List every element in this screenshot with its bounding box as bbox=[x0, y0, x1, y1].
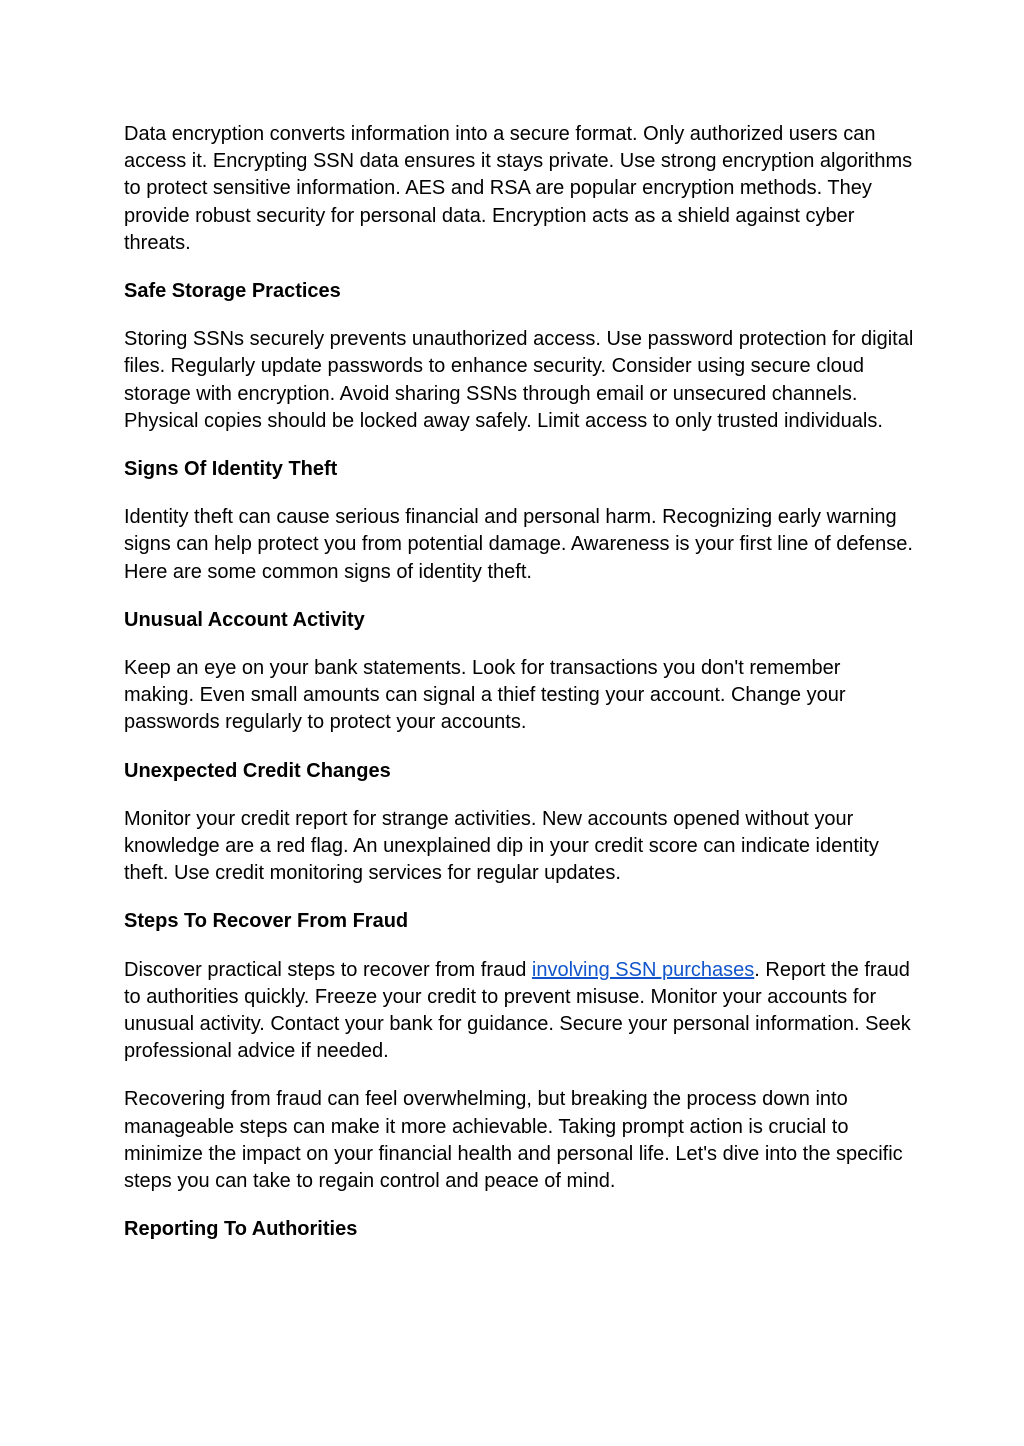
recover-paragraph-2: Recovering from fraud can feel overwhelming, but breaking the process down into manageable steps can make it more achievable. Taking prompt action is crucial to minimize the impact on your financial health and personal life. Let's dive into the specific steps you can take to regain control and peace of mind. bbox=[124, 1088, 903, 1193]
safe-storage-paragraph: Storing SSNs securely prevents unauthorized access. Use password protection for digital files. Regularly update passwords to enhance security. Consider using secure cloud storage with encryption. Avoid sharing SSNs through email or unsecured channels. Physical copies should be locked away safely. Limit access to only trusted individuals. bbox=[124, 328, 914, 432]
reporting-heading: Reporting To Authorities bbox=[124, 1218, 358, 1241]
recover-paragraph bbox=[124, 957, 914, 1066]
recover-text-end: . Report the fraud to authorities quickly. Freeze your credit to prevent misuse. Monitor your accounts for unusual activity. Contact your bank for guidance. Secure your personal information. Seek professional advice if needed. bbox=[124, 958, 911, 1063]
intro-paragraph: Data encryption converts information into a secure format. Only authorized users can access it. Encrypting SSN data ensures it stays private. Use strong encryption algorithms to protect sensitive information. AES and RSA are popular encryption methods. They provide robust security for personal data. Encryption acts as a shield against cyber threats. bbox=[124, 123, 913, 254]
ssn-purchases-link[interactable]: involving SSN purchases bbox=[531, 958, 755, 981]
unusual-activity-paragraph: Keep an eye on your bank statements. Look for transactions you don't remember making. Even small amounts can signal a thief testing your account. Change your passwords regularly to protect your accounts. bbox=[124, 657, 846, 734]
credit-changes-paragraph: Monitor your credit report for strange activities. New accounts opened without your knowledge are a red flag. An unexplained dip in your credit score can indicate identity theft. Use credit monitoring services for regular updates. bbox=[124, 807, 879, 885]
document-page bbox=[124, 121, 914, 1265]
signs-paragraph: Identity theft can cause serious financial and personal harm. Recognizing early warning signs can help protect you from potential damage. Awareness is your first line of defense. Here are some common signs of identity theft. bbox=[124, 506, 913, 583]
safe-storage-heading: Safe Storage Practices bbox=[124, 280, 341, 303]
signs-of-identity-theft-heading: Signs Of Identity Theft bbox=[124, 458, 338, 481]
recover-text-start: Discover practical steps to recover from fraud bbox=[124, 958, 532, 981]
credit-changes-heading: Unexpected Credit Changes bbox=[124, 759, 391, 782]
recover-from-fraud-heading: Steps To Recover From Fraud bbox=[124, 910, 409, 933]
unusual-activity-heading: Unusual Account Activity bbox=[124, 608, 365, 631]
